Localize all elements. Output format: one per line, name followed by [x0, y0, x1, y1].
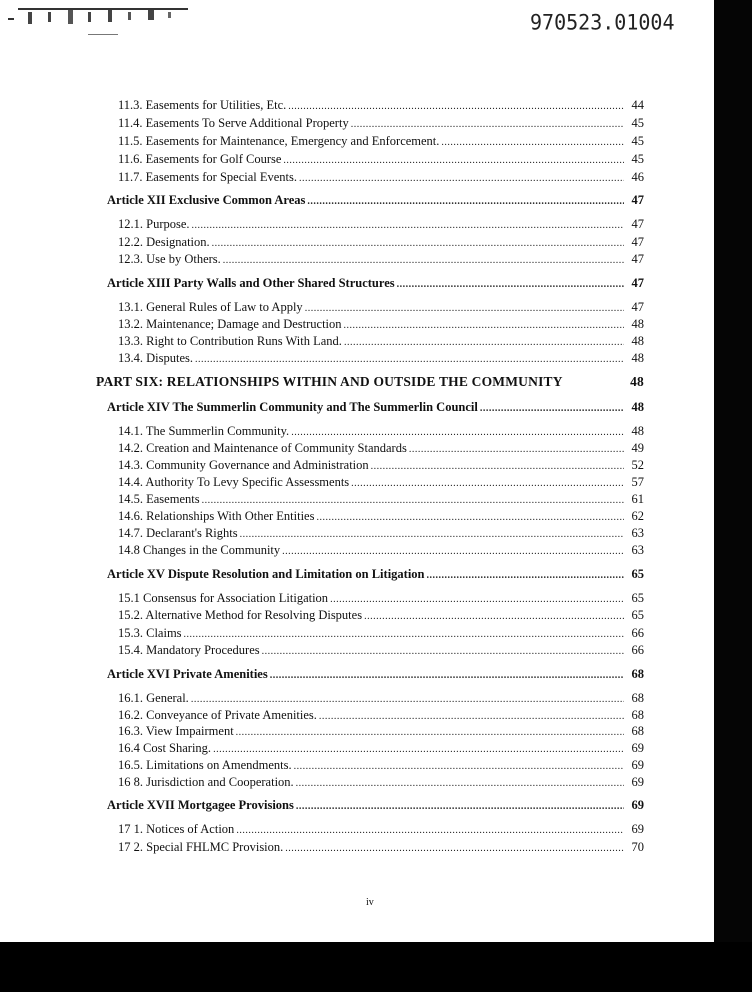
toc-entry-page: 48: [631, 400, 644, 414]
dot-leader: [397, 279, 624, 290]
toc-entry-page: 47: [631, 300, 644, 314]
dot-leader: [441, 137, 624, 148]
toc-section-entry: [118, 626, 644, 641]
toc-entry-label: 16.3. View Impairment: [118, 724, 234, 738]
toc-section-entry: [118, 424, 644, 439]
toc-entry-label: 11.4. Easements To Serve Additional Property: [118, 116, 349, 130]
dot-leader: [480, 403, 624, 414]
dot-leader: [351, 478, 624, 489]
toc-entry-page: 44: [631, 98, 644, 112]
toc-section-entry: [118, 526, 644, 541]
toc-article-entry: [107, 193, 644, 208]
dot-leader: [283, 155, 624, 166]
document-stamp: 970523.01004: [530, 9, 675, 35]
toc-entry-page: 45: [631, 116, 644, 130]
toc-entry-label: 17 2. Special FHLMC Provision.: [118, 840, 284, 854]
dot-leader: [364, 611, 624, 622]
toc-entry-label: 11.3. Easements for Utilities, Etc.: [118, 98, 287, 112]
toc-section-entry: [118, 252, 644, 267]
toc-entry-page: 47: [631, 193, 644, 207]
toc-section-entry: [118, 458, 644, 473]
toc-entry-page: 47: [631, 217, 644, 231]
toc-entry-label: 16 8. Jurisdiction and Cooperation.: [118, 775, 294, 789]
toc-entry-page: 48: [631, 351, 644, 365]
toc-entry-page: 45: [631, 152, 644, 166]
toc-entry-page: 62: [631, 509, 644, 523]
toc-entry-label: Article XV Dispute Resolution and Limitation on Litigation: [107, 567, 425, 581]
toc-entry-label: Article XIV The Summerlin Community and The Summerlin Council: [107, 400, 478, 414]
toc-section-entry: [118, 170, 644, 185]
toc-section-entry: [118, 317, 644, 332]
dot-leader: [270, 670, 624, 681]
toc-section-entry: [118, 98, 644, 113]
toc-section-entry: [118, 724, 644, 739]
toc-section-entry: [118, 509, 644, 524]
dot-leader: [427, 570, 625, 581]
dot-leader: [344, 320, 624, 331]
toc-entry-label: 13.3. Right to Contribution Runs With Land.: [118, 334, 342, 348]
toc-section-entry: [118, 351, 644, 366]
toc-entry-label: Article XII Exclusive Common Areas: [107, 193, 306, 207]
toc-section-entry: [118, 134, 644, 149]
toc-entry-page: 47: [631, 276, 644, 290]
toc-entry-label: 17 1. Notices of Action: [118, 822, 235, 836]
toc-entry-label: 13.1. General Rules of Law to Apply: [118, 300, 303, 314]
toc-entry-label: 14.1. The Summerlin Community.: [118, 424, 290, 438]
toc-entry-label: 11.7. Easements for Special Events.: [118, 170, 298, 184]
dot-leader: [316, 512, 624, 523]
toc-entry-page: 61: [631, 492, 644, 506]
dot-leader: [296, 778, 624, 789]
dot-leader: [202, 495, 624, 506]
toc-entry-page: 45: [631, 134, 644, 148]
dot-leader: [291, 427, 624, 438]
dot-leader: [288, 101, 624, 112]
toc-section-entry: [118, 591, 644, 606]
toc-entry-label: 12.3. Use by Others.: [118, 252, 221, 266]
dot-leader: [195, 354, 624, 365]
dot-leader: [371, 461, 624, 472]
toc-section-entry: [118, 334, 644, 349]
toc-article-entry: [107, 567, 644, 582]
toc-entry-page: 49: [631, 441, 644, 455]
toc-article-entry: [107, 798, 644, 813]
toc-section-entry: [118, 708, 644, 723]
dot-leader: [184, 629, 624, 640]
toc-section-entry: [118, 543, 644, 558]
dot-leader: [330, 594, 624, 605]
toc-entry-label: Article XIII Party Walls and Other Shared Structures: [107, 276, 395, 290]
dot-leader: [212, 238, 624, 249]
toc-entry-label: 12.2. Designation.: [118, 235, 210, 249]
dot-leader: [351, 119, 624, 130]
toc-entry-label: 14.4. Authority To Levy Specific Assessments: [118, 475, 350, 489]
toc-entry-label: 14.5. Easements: [118, 492, 200, 506]
toc-entry-page: 63: [631, 526, 644, 540]
dot-leader: [282, 546, 624, 557]
toc-entry-label: 16.4 Cost Sharing.: [118, 741, 212, 755]
toc-entry-label: 14.7. Declarant's Rights: [118, 526, 238, 540]
scan-border-right: [714, 0, 752, 992]
toc-entry-label: 14.3. Community Governance and Administration: [118, 458, 369, 472]
toc-section-entry: [118, 441, 644, 456]
dot-leader: [223, 255, 624, 266]
toc-entry-label: 12.1. Purpose.: [118, 217, 190, 231]
toc-section-entry: [118, 840, 644, 855]
dot-leader: [319, 711, 624, 722]
toc-section-entry: [118, 608, 644, 623]
toc-entry-label: 14.2. Creation and Maintenance of Community Standards: [118, 441, 407, 455]
dot-leader: [191, 694, 624, 705]
toc-section-entry: [118, 691, 644, 706]
toc-entry-page: 68: [631, 667, 644, 681]
scan-artifact: [8, 4, 208, 44]
dot-leader: [262, 646, 624, 657]
toc-section-entry: [118, 822, 644, 837]
dot-leader: [409, 444, 624, 455]
dot-leader: [236, 825, 624, 836]
dot-leader: [299, 173, 624, 184]
toc-article-entry: [107, 276, 644, 291]
dot-leader: [307, 196, 624, 207]
toc-entry-page: 46: [631, 170, 644, 184]
dot-leader: [192, 220, 624, 231]
toc-section-entry: [118, 643, 644, 658]
toc-entry-page: 69: [631, 741, 644, 755]
toc-entry-page: 70: [631, 840, 644, 854]
toc-entry-page: 66: [631, 626, 644, 640]
toc-entry-page: 66: [631, 643, 644, 657]
toc-entry-label: 15.1 Consensus for Association Litigation: [118, 591, 329, 605]
toc-entry-page: 65: [631, 591, 644, 605]
toc-entry-label: Article XVI Private Amenities: [107, 667, 268, 681]
toc-entry-page: 65: [631, 567, 644, 581]
toc-section-entry: [118, 152, 644, 167]
toc-entry-label: 16.5. Limitations on Amendments.: [118, 758, 292, 772]
toc-entry-label: Article XVII Mortgagee Provisions: [107, 798, 294, 812]
toc-entry-label: PART SIX: RELATIONSHIPS WITHIN AND OUTSIDE THE COMMUNITY: [96, 374, 563, 389]
toc-section-entry: [118, 758, 644, 773]
page-number: iv: [366, 897, 374, 908]
dot-leader: [294, 761, 624, 772]
toc-section-entry: [118, 300, 644, 315]
toc-entry-page: 48: [631, 317, 644, 331]
dot-leader: [344, 337, 624, 348]
toc-entry-page: 47: [631, 235, 644, 249]
toc-entry-page: 57: [631, 475, 644, 489]
toc-entry-page: 63: [631, 543, 644, 557]
toc-article-entry: [107, 667, 644, 682]
dot-leader: [296, 801, 624, 812]
toc-section-entry: [118, 492, 644, 507]
toc-section-entry: [118, 475, 644, 490]
toc-section-entry: [118, 116, 644, 131]
toc-entry-label: 15.2. Alternative Method for Resolving Disputes: [118, 608, 363, 622]
toc-entry-label: 13.2. Maintenance; Damage and Destruction: [118, 317, 342, 331]
toc-entry-label: 13.4. Disputes.: [118, 351, 193, 365]
scan-border-bottom: [0, 942, 752, 992]
toc-entry-page: 69: [631, 822, 644, 836]
dot-leader: [236, 727, 624, 738]
toc-entry-label: 14.8 Changes in the Community: [118, 543, 281, 557]
toc-entry-page: 68: [631, 691, 644, 705]
toc-entry-label: 15.4. Mandatory Procedures: [118, 643, 260, 657]
toc-entry-label: 16.2. Conveyance of Private Amenities.: [118, 708, 317, 722]
toc-entry-label: 11.6. Easements for Golf Course: [118, 152, 282, 166]
toc-entry-label: 14.6. Relationships With Other Entities: [118, 509, 315, 523]
toc-article-entry: [107, 400, 644, 415]
toc-entry-page: 48: [630, 374, 644, 389]
toc-part-heading: [96, 374, 644, 390]
toc-entry-page: 52: [631, 458, 644, 472]
toc-entry-page: 68: [631, 724, 644, 738]
toc-entry-page: 48: [631, 334, 644, 348]
dot-leader: [305, 303, 624, 314]
toc-entry-page: 48: [631, 424, 644, 438]
toc-section-entry: [118, 217, 644, 232]
toc-entry-page: 65: [631, 608, 644, 622]
dot-leader: [240, 529, 624, 540]
toc-entry-page: 69: [631, 798, 644, 812]
toc-entry-page: 69: [631, 758, 644, 772]
toc-section-entry: [118, 775, 644, 790]
dot-leader: [285, 843, 624, 854]
toc-entry-label: 15.3. Claims: [118, 626, 182, 640]
dot-leader: [213, 744, 624, 755]
toc-entry-page: 69: [631, 775, 644, 789]
toc-entry-page: 47: [631, 252, 644, 266]
toc-entry-page: 68: [631, 708, 644, 722]
toc-section-entry: [118, 741, 644, 756]
toc-section-entry: [118, 235, 644, 250]
toc-entry-label: 11.5. Easements for Maintenance, Emergency and Enforcement.: [118, 134, 440, 148]
toc-entry-label: 16.1. General.: [118, 691, 189, 705]
